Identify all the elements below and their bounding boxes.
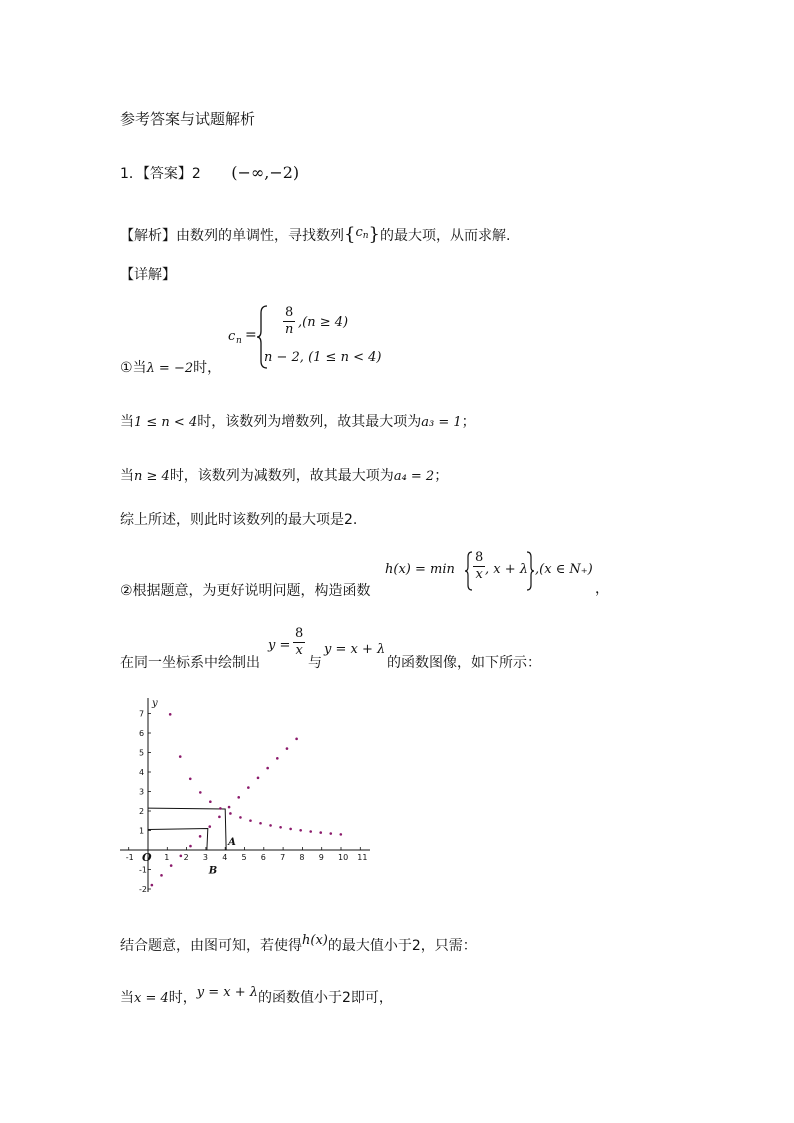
h-domain: ,(x ∈ N₊) bbox=[535, 562, 593, 577]
origin-label: O bbox=[142, 851, 152, 864]
draw-num: 8 bbox=[295, 626, 304, 641]
function-graph bbox=[115, 695, 380, 895]
case1-intro: ①当 bbox=[120, 360, 147, 376]
y-tick-label: 3 bbox=[139, 787, 145, 797]
summary-line: 综上所述，则此时该数列的最大项是2. bbox=[120, 512, 358, 528]
y-tick-label: -1 bbox=[139, 865, 147, 875]
y-tick-label: -2 bbox=[139, 885, 147, 894]
line-x-plus-lambda-dot bbox=[218, 816, 221, 819]
line-x-plus-lambda-dot bbox=[237, 796, 240, 799]
answer-line bbox=[120, 163, 299, 183]
increasing-line bbox=[120, 411, 476, 431]
y-axis-label: y bbox=[152, 698, 158, 709]
curve-8-over-x-dot bbox=[269, 824, 272, 827]
x-tick-label: 10 bbox=[338, 853, 349, 862]
piecewise-lhs-sub: n bbox=[236, 336, 242, 346]
line-x-plus-lambda-dot bbox=[208, 825, 211, 828]
sequence-brace-close: } bbox=[368, 224, 380, 245]
x-tick-label: -1 bbox=[125, 853, 134, 862]
sequence-symbol: c bbox=[355, 225, 363, 240]
curve-8-over-x-dot bbox=[209, 800, 212, 803]
conclusion-b: 的最大值小于2，只需： bbox=[327, 938, 477, 954]
piece1-fraction bbox=[283, 305, 295, 338]
curve-8-over-x-dot bbox=[189, 777, 192, 780]
case1-line bbox=[120, 357, 221, 377]
decreasing-val: a₄ = 2 bbox=[393, 469, 435, 484]
draw-y-eq: y = bbox=[268, 638, 291, 653]
y-tick-label: 2 bbox=[139, 807, 145, 816]
piecewise-formula bbox=[228, 305, 388, 370]
answer-prefix: 1．【答案】2 bbox=[120, 166, 201, 182]
curve-8-over-x-dot bbox=[199, 791, 202, 794]
line-x-plus-lambda-dot bbox=[180, 855, 183, 858]
final-cond: x = 4 bbox=[134, 991, 169, 1006]
y-tick-label: 4 bbox=[139, 768, 145, 777]
y-tick-label: 5 bbox=[139, 748, 145, 758]
curve-8-over-x-dot bbox=[299, 829, 302, 832]
answer-interval: (−∞,−2) bbox=[231, 163, 300, 182]
final-b: 时， bbox=[168, 990, 197, 1006]
h-rest: , x + λ bbox=[485, 562, 528, 577]
guide-line-b bbox=[148, 829, 208, 850]
analysis-text-1: 由数列的单调性，寻找数列 bbox=[176, 228, 344, 244]
h-frac-num: 8 bbox=[475, 550, 484, 565]
h-frac-den: x bbox=[475, 567, 483, 582]
case2-line: ②根据题意，为更好说明问题，构造函数 bbox=[120, 583, 371, 599]
x-tick-label: 4 bbox=[222, 853, 228, 862]
x-tick-label: 8 bbox=[299, 853, 305, 862]
left-brace-icon bbox=[465, 551, 473, 591]
curve-8-over-x-dot bbox=[329, 832, 332, 835]
increasing-val: a₃ = 1 bbox=[421, 415, 462, 430]
piece1-cond: ,(n ≥ 4) bbox=[298, 315, 349, 330]
point-a-label: A bbox=[228, 837, 236, 849]
right-brace-icon bbox=[526, 551, 534, 591]
h-definition bbox=[385, 548, 610, 596]
line-x-plus-lambda-dot bbox=[257, 777, 260, 780]
draw-fraction bbox=[293, 626, 305, 659]
increasing-c: ； bbox=[461, 414, 476, 430]
curve-8-over-x-dot bbox=[239, 816, 242, 819]
analysis-label: 【解析】 bbox=[120, 228, 176, 244]
draw-formula bbox=[268, 626, 558, 671]
curve-8-over-x-dot bbox=[179, 755, 182, 758]
increasing-cond: 1 ≤ n < 4 bbox=[134, 415, 198, 430]
curve-8-over-x-dot bbox=[319, 831, 322, 834]
line-x-plus-lambda-dot bbox=[151, 884, 154, 887]
x-tick-label: 5 bbox=[241, 853, 247, 862]
analysis-text-2: 的最大项，从而求解. bbox=[379, 228, 511, 244]
decreasing-line bbox=[120, 465, 448, 485]
draw-line bbox=[120, 652, 260, 672]
conclusion-h: h(x) bbox=[302, 933, 328, 948]
line-x-plus-lambda-dot bbox=[189, 845, 192, 848]
curve-8-over-x-dot bbox=[340, 833, 343, 836]
line-x-plus-lambda-dot bbox=[160, 874, 163, 877]
sequence-subscript: n bbox=[362, 231, 369, 241]
x-tick-label: 7 bbox=[280, 853, 286, 862]
final-a: 当 bbox=[120, 990, 134, 1006]
page-title: 参考答案与试题解析 bbox=[120, 110, 256, 128]
x-tick-label: 6 bbox=[260, 853, 266, 862]
draw-line-eq: y = x + λ bbox=[324, 642, 386, 657]
curve-8-over-x-dot bbox=[309, 830, 312, 833]
draw-a: 在同一坐标系中绘制出 bbox=[120, 655, 260, 671]
piecewise-eq: = bbox=[245, 327, 257, 343]
conclusion-line bbox=[120, 933, 477, 955]
increasing-b: 时，该数列为增数列，故其最大项为 bbox=[197, 414, 422, 430]
decreasing-c: ； bbox=[434, 468, 449, 484]
final-f: y = x + λ bbox=[196, 985, 258, 1000]
x-tick-label: 2 bbox=[183, 853, 189, 862]
lambda-eq: λ = −2 bbox=[146, 361, 194, 376]
point-b-label: B bbox=[208, 865, 218, 877]
curve-8-over-x-dot bbox=[249, 819, 252, 822]
h-end: ， bbox=[595, 581, 609, 597]
h-lhs: h(x) = min bbox=[385, 562, 455, 577]
detail-heading: 【详解】 bbox=[120, 267, 176, 283]
final-line bbox=[120, 985, 393, 1007]
x-tick-label: 11 bbox=[357, 853, 368, 862]
decreasing-b: 时，该数列为减数列，故其最大项为 bbox=[169, 468, 394, 484]
case1-shi: 时， bbox=[193, 360, 222, 376]
draw-yu: 与 bbox=[308, 655, 322, 671]
increasing-a: 当 bbox=[120, 414, 134, 430]
line-x-plus-lambda-dot bbox=[276, 757, 279, 760]
curve-8-over-x-dot bbox=[289, 828, 292, 831]
line-x-plus-lambda-dot bbox=[170, 864, 173, 867]
curve-8-over-x-dot bbox=[219, 807, 222, 810]
curve-8-over-x-dot bbox=[259, 822, 262, 825]
y-tick-label: 6 bbox=[139, 729, 145, 738]
y-tick-label: 1 bbox=[139, 826, 145, 836]
sequence-brace: { bbox=[344, 224, 356, 245]
piece1-num: 8 bbox=[285, 305, 294, 320]
draw-b: 的函数图像，如下所示： bbox=[387, 655, 541, 671]
x-tick-label: 1 bbox=[164, 853, 170, 862]
x-tick-label: 3 bbox=[202, 853, 208, 862]
line-x-plus-lambda-dot bbox=[199, 835, 202, 838]
piece1-den: n bbox=[284, 322, 294, 337]
decreasing-cond: n ≥ 4 bbox=[134, 469, 170, 484]
piece2: n − 2, (1 ≤ n < 4) bbox=[264, 350, 382, 365]
x-tick-label: 9 bbox=[318, 853, 324, 862]
curve-8-over-x-dot bbox=[279, 826, 282, 829]
line-x-plus-lambda-dot bbox=[247, 786, 250, 789]
conclusion-a: 结合题意，由图可知，若使得 bbox=[120, 938, 302, 954]
h-fraction bbox=[473, 550, 485, 583]
line-x-plus-lambda-dot bbox=[266, 767, 269, 770]
decreasing-a: 当 bbox=[120, 468, 134, 484]
curve-8-over-x-dot bbox=[169, 713, 172, 716]
draw-den: x bbox=[295, 643, 303, 658]
line-x-plus-lambda-dot bbox=[228, 806, 231, 809]
line-x-plus-lambda-dot bbox=[295, 738, 298, 741]
piecewise-lhs: c bbox=[228, 329, 236, 344]
line-x-plus-lambda-dot bbox=[286, 747, 289, 750]
y-tick-label: 7 bbox=[139, 709, 145, 719]
curve-8-over-x-dot bbox=[229, 812, 232, 815]
final-c: 的函数值小于2即可， bbox=[258, 990, 393, 1006]
analysis-line bbox=[120, 224, 510, 245]
